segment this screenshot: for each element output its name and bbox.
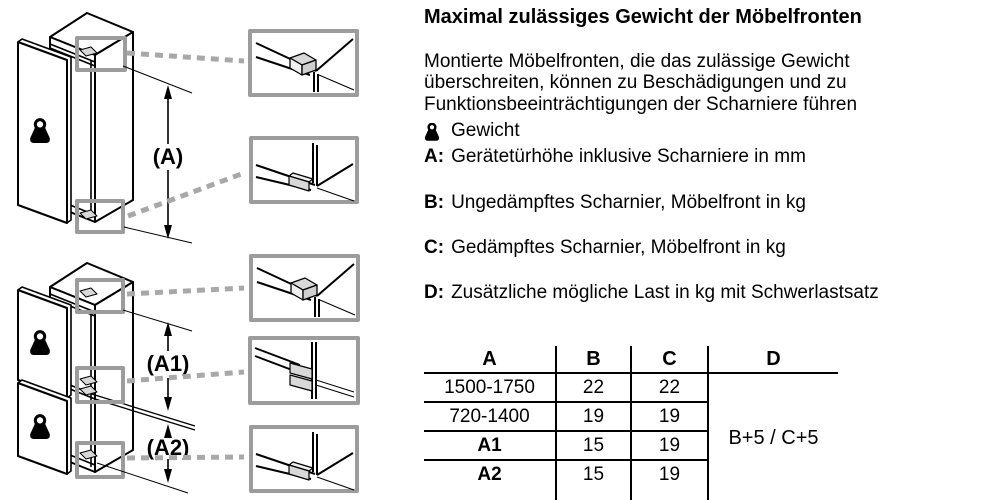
table-row [424,373,838,402]
cell-c: 19 [631,460,708,488]
dimension-a2 [147,424,190,483]
intro-line: Funktionsbeeinträchtigungen der Scharniere führen [424,94,858,115]
legend-key: C: [424,237,445,258]
legend-item-b [424,192,806,214]
legend-weight-label: Gewicht [451,120,520,141]
cell-c: 19 [631,431,708,460]
hinge-detail-box [251,427,357,491]
legend-key: A: [424,146,445,167]
cell-b: 15 [556,460,631,488]
cell-a: 720-1400 [424,402,556,431]
col-header-d: D [708,346,838,373]
legend-text: Ungedämpftes Scharnier, Möbelfront in kg [451,192,806,213]
dimension-label-a: (A) [152,144,184,169]
cell-b: 15 [556,431,631,460]
intro-line: Montierte Möbelfronten, die das zulässige Gewicht [424,51,850,72]
hinge-detail-box [250,31,357,95]
dimension-a1 [147,322,190,411]
legend-text: Zusätzliche mögliche Last in kg mit Schwerlastsatz [451,282,879,303]
col-header-b: B [556,346,631,373]
figure-double-door [18,256,358,493]
legend-text: Gerätetürhöhe inklusive Scharniere in mm [451,146,806,167]
cell-d-merged: B+5 / C+5 [728,426,819,449]
furniture-front-panel [18,39,71,223]
weight-table [424,346,838,500]
legend-item-c [424,237,786,259]
legend-key: B: [424,192,445,213]
hinge-detail-box [251,138,357,202]
cell-c: 22 [631,373,708,402]
cell-b: 22 [556,373,631,402]
hinge-detail-box [250,338,358,403]
legend-weight [424,120,520,142]
legend-text: Gedämpftes Scharnier, Möbelfront in kg [451,237,786,258]
leader-dotted-line [127,53,244,216]
legend-item-d [424,282,879,304]
cell-a: A2 [424,460,556,488]
dimension-label-a1: (A1) [146,351,190,376]
table-header-row [424,346,838,373]
hinge-detail-box [251,256,358,320]
dimension-a [153,85,184,239]
cell-a: 1500-1750 [424,373,556,402]
cell-a: A1 [424,431,556,460]
legend-key: D: [424,282,445,303]
col-header-c: C [631,346,708,373]
installation-diagram [0,0,380,500]
dimension-label-a2: (A2) [146,435,190,460]
cell-c: 19 [631,402,708,431]
legend-item-a [424,146,806,168]
figure-single-door [18,13,357,243]
page-title: Maximal zulässiges Gewicht der Möbelfronten [424,6,862,28]
intro-line: überschreiten, können zu Beschädigungen und zu [424,72,847,93]
weight-icon [424,123,440,142]
cell-b: 19 [556,402,631,431]
col-header-a: A [424,346,556,373]
